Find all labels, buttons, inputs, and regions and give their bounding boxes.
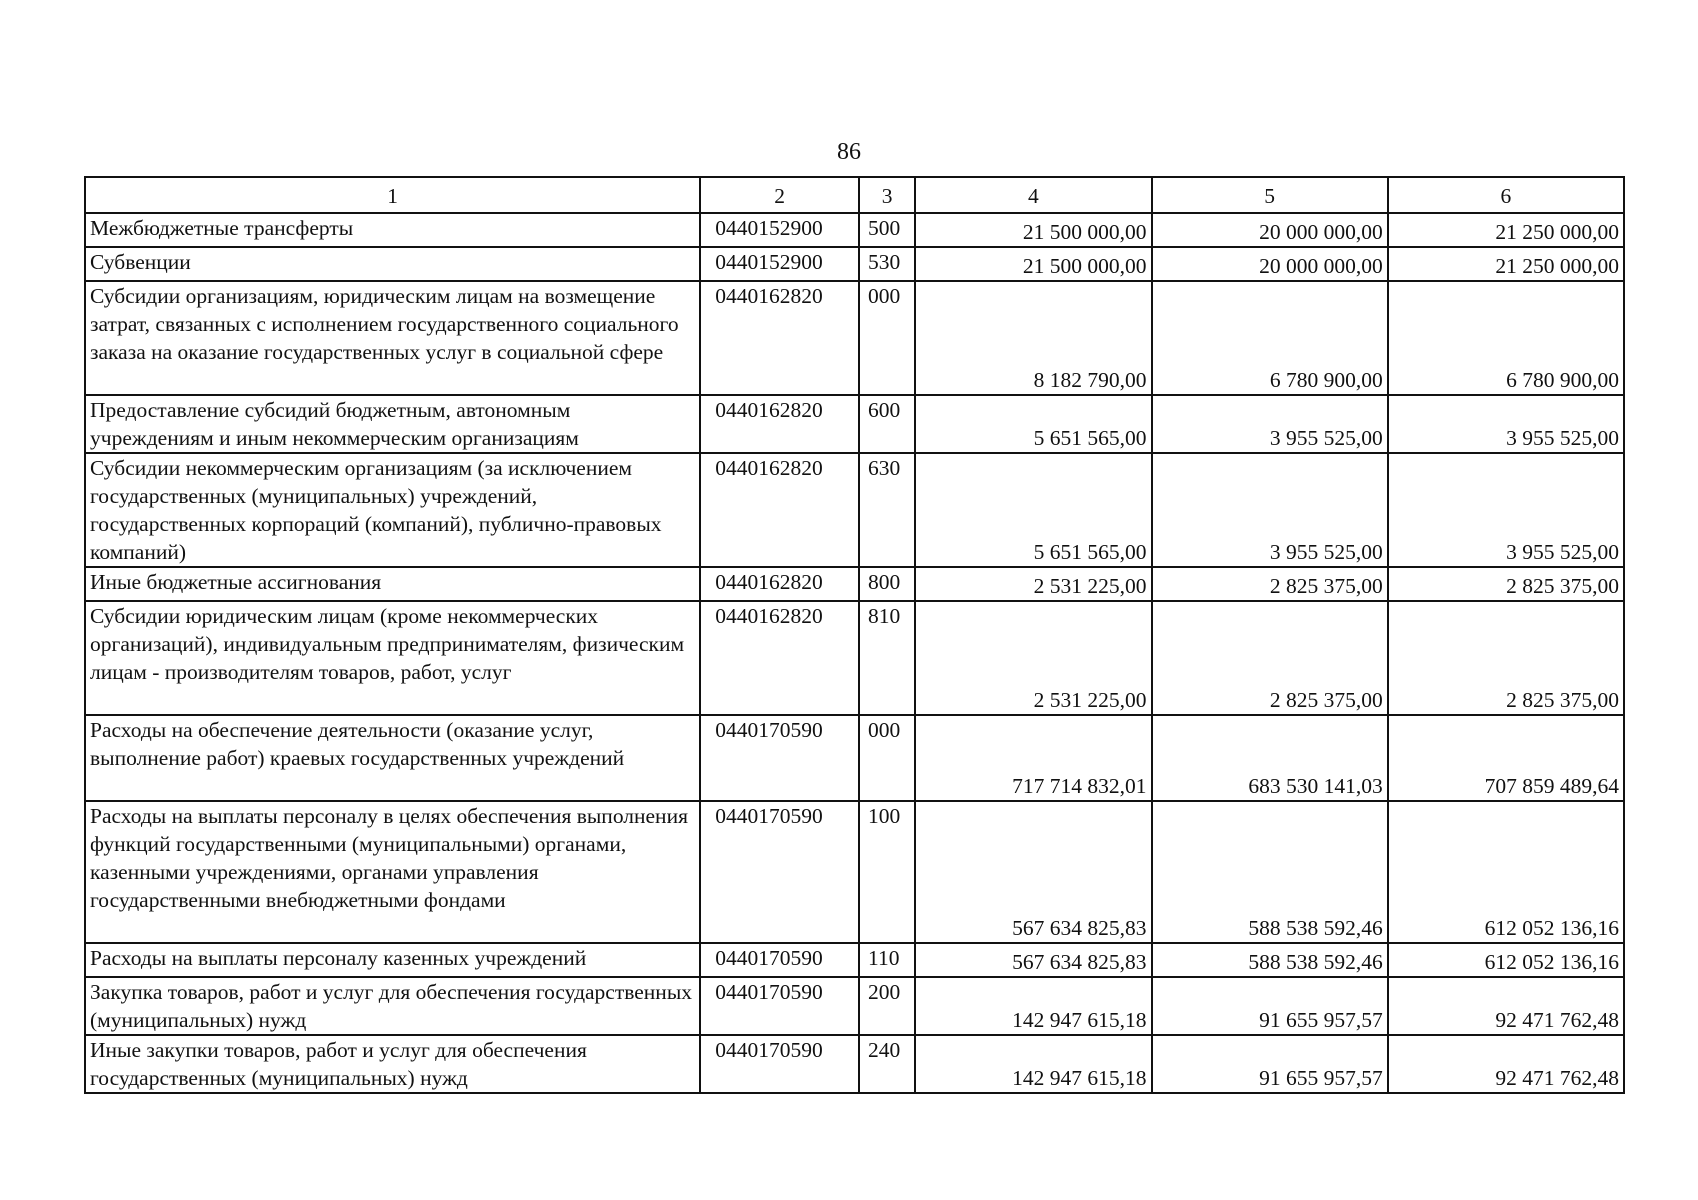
row-target-code: 0440162820 bbox=[700, 453, 859, 567]
row-name: Расходы на выплаты персоналу в целях обеспечения выполнения функций государственными (муниципальными) органами, казенными учреждениями, органами управления государственными внебюджетными фондами bbox=[85, 801, 700, 943]
table-row bbox=[85, 281, 1624, 395]
row-value-col5: 683 530 141,03 bbox=[1152, 715, 1388, 801]
row-value-col6: 21 250 000,00 bbox=[1388, 247, 1624, 281]
row-expense-type: 800 bbox=[859, 567, 915, 601]
row-value-col5: 91 655 957,57 bbox=[1152, 1035, 1388, 1093]
column-header: 5 bbox=[1152, 177, 1388, 213]
row-value-col4: 567 634 825,83 bbox=[915, 943, 1151, 977]
row-value-col6: 707 859 489,64 bbox=[1388, 715, 1624, 801]
row-name: Расходы на выплаты персоналу казенных учреждений bbox=[85, 943, 700, 977]
row-expense-type: 810 bbox=[859, 601, 915, 715]
row-expense-type: 100 bbox=[859, 801, 915, 943]
row-target-code: 0440162820 bbox=[700, 601, 859, 715]
row-target-code: 0440170590 bbox=[700, 715, 859, 801]
row-value-col6: 612 052 136,16 bbox=[1388, 943, 1624, 977]
row-value-col5: 20 000 000,00 bbox=[1152, 247, 1388, 281]
table-row bbox=[85, 395, 1624, 453]
column-header: 4 bbox=[915, 177, 1151, 213]
row-value-col5: 2 825 375,00 bbox=[1152, 567, 1388, 601]
row-name: Межбюджетные трансферты bbox=[85, 213, 700, 247]
row-value-col5: 6 780 900,00 bbox=[1152, 281, 1388, 395]
column-header: 2 bbox=[700, 177, 859, 213]
row-value-col6: 92 471 762,48 bbox=[1388, 1035, 1624, 1093]
row-expense-type: 000 bbox=[859, 281, 915, 395]
row-value-col6: 3 955 525,00 bbox=[1388, 453, 1624, 567]
row-value-col6: 21 250 000,00 bbox=[1388, 213, 1624, 247]
column-header: 6 bbox=[1388, 177, 1624, 213]
row-target-code: 0440170590 bbox=[700, 943, 859, 977]
row-value-col6: 6 780 900,00 bbox=[1388, 281, 1624, 395]
row-name: Субвенции bbox=[85, 247, 700, 281]
row-value-col6: 92 471 762,48 bbox=[1388, 977, 1624, 1035]
column-header: 3 bbox=[859, 177, 915, 213]
row-target-code: 0440170590 bbox=[700, 977, 859, 1035]
table-header-row bbox=[85, 177, 1624, 213]
row-expense-type: 500 bbox=[859, 213, 915, 247]
row-value-col4: 21 500 000,00 bbox=[915, 213, 1151, 247]
row-expense-type: 200 bbox=[859, 977, 915, 1035]
row-value-col4: 2 531 225,00 bbox=[915, 601, 1151, 715]
row-name: Предоставление субсидий бюджетным, автономным учреждениям и иным некоммерческим организациям bbox=[85, 395, 700, 453]
row-expense-type: 110 bbox=[859, 943, 915, 977]
row-name: Иные бюджетные ассигнования bbox=[85, 567, 700, 601]
table-row bbox=[85, 453, 1624, 567]
row-value-col6: 3 955 525,00 bbox=[1388, 395, 1624, 453]
table-row bbox=[85, 977, 1624, 1035]
row-value-col5: 3 955 525,00 bbox=[1152, 453, 1388, 567]
row-target-code: 0440170590 bbox=[700, 1035, 859, 1093]
row-value-col4: 2 531 225,00 bbox=[915, 567, 1151, 601]
row-name: Иные закупки товаров, работ и услуг для обеспечения государственных (муниципальных) нужд bbox=[85, 1035, 700, 1093]
row-name: Субсидии юридическим лицам (кроме некоммерческих организаций), индивидуальным предпринимателям, физическим лицам - производителям товаров, работ, услуг bbox=[85, 601, 700, 715]
row-target-code: 0440170590 bbox=[700, 801, 859, 943]
row-target-code: 0440152900 bbox=[700, 213, 859, 247]
row-value-col4: 8 182 790,00 bbox=[915, 281, 1151, 395]
table-row bbox=[85, 601, 1624, 715]
table-row bbox=[85, 943, 1624, 977]
row-value-col5: 2 825 375,00 bbox=[1152, 601, 1388, 715]
table-row bbox=[85, 213, 1624, 247]
table-row bbox=[85, 567, 1624, 601]
row-expense-type: 000 bbox=[859, 715, 915, 801]
table-row bbox=[85, 715, 1624, 801]
row-value-col4: 567 634 825,83 bbox=[915, 801, 1151, 943]
table-row bbox=[85, 801, 1624, 943]
row-value-col6: 2 825 375,00 bbox=[1388, 601, 1624, 715]
row-value-col5: 3 955 525,00 bbox=[1152, 395, 1388, 453]
row-value-col5: 588 538 592,46 bbox=[1152, 801, 1388, 943]
row-expense-type: 530 bbox=[859, 247, 915, 281]
row-value-col4: 5 651 565,00 bbox=[915, 395, 1151, 453]
row-expense-type: 600 bbox=[859, 395, 915, 453]
row-target-code: 0440162820 bbox=[700, 395, 859, 453]
row-value-col5: 20 000 000,00 bbox=[1152, 213, 1388, 247]
row-name: Расходы на обеспечение деятельности (оказание услуг, выполнение работ) краевых государственных учреждений bbox=[85, 715, 700, 801]
row-target-code: 0440162820 bbox=[700, 281, 859, 395]
row-name: Субсидии некоммерческим организациям (за исключением государственных (муниципальных) учреждений, государственных корпораций (компаний), публично-правовых компаний) bbox=[85, 453, 700, 567]
row-value-col5: 91 655 957,57 bbox=[1152, 977, 1388, 1035]
row-name: Закупка товаров, работ и услуг для обеспечения государственных (муниципальных) нужд bbox=[85, 977, 700, 1035]
row-value-col4: 142 947 615,18 bbox=[915, 1035, 1151, 1093]
row-value-col4: 717 714 832,01 bbox=[915, 715, 1151, 801]
column-header: 1 bbox=[85, 177, 700, 213]
row-target-code: 0440162820 bbox=[700, 567, 859, 601]
row-value-col4: 142 947 615,18 bbox=[915, 977, 1151, 1035]
row-expense-type: 630 bbox=[859, 453, 915, 567]
table-row bbox=[85, 247, 1624, 281]
table-row bbox=[85, 1035, 1624, 1093]
page-number: 86 bbox=[837, 139, 861, 165]
row-target-code: 0440152900 bbox=[700, 247, 859, 281]
row-value-col6: 612 052 136,16 bbox=[1388, 801, 1624, 943]
row-value-col4: 5 651 565,00 bbox=[915, 453, 1151, 567]
row-value-col4: 21 500 000,00 bbox=[915, 247, 1151, 281]
row-value-col5: 588 538 592,46 bbox=[1152, 943, 1388, 977]
row-value-col6: 2 825 375,00 bbox=[1388, 567, 1624, 601]
row-expense-type: 240 bbox=[859, 1035, 915, 1093]
budget-table bbox=[84, 176, 1625, 1094]
row-name: Субсидии организациям, юридическим лицам на возмещение затрат, связанных с исполнением государственного социального заказа на оказание государственных услуг в социальной сфере bbox=[85, 281, 700, 395]
